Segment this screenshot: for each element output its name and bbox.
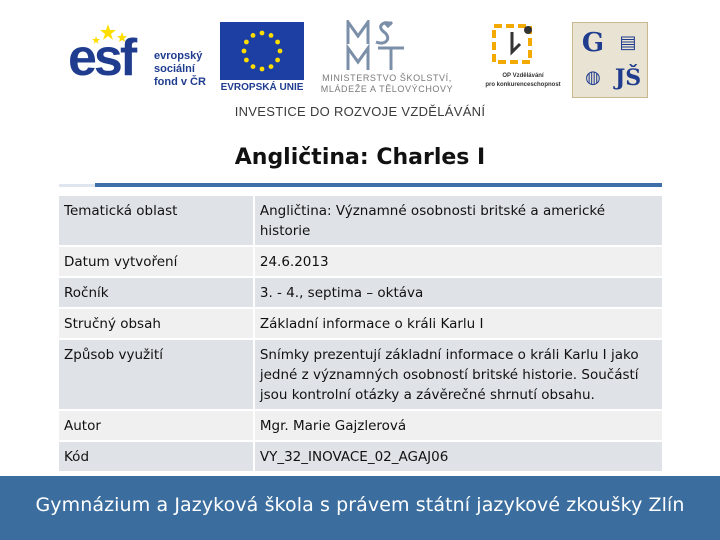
row-value: Základní informace o králi Karlu I	[254, 308, 662, 339]
op-mark-icon	[482, 22, 544, 70]
title-rule-accent	[59, 184, 95, 187]
row-value: Mgr. Marie Gajzlerová	[254, 410, 662, 441]
esf-line: sociální	[154, 63, 195, 75]
gjs-letter: Š	[625, 65, 642, 91]
table-row	[59, 410, 662, 441]
row-value: Angličtina: Významné osobnosti britské a americké historie	[254, 196, 662, 246]
msmt-line: MINISTERSTVO ŠKOLSTVÍ,	[322, 73, 452, 83]
row-label: Kód	[59, 441, 254, 472]
op-line: OP Vzdělávání	[502, 73, 544, 79]
op-caption	[478, 72, 568, 90]
info-table	[59, 196, 662, 473]
title-rule	[95, 183, 662, 187]
gjs-letter: J	[614, 65, 626, 91]
eu-caption: EVROPSKÁ UNIE	[220, 82, 304, 93]
row-label: Stručný obsah	[59, 308, 254, 339]
investice-caption: INVESTICE DO ROZVOJE VZDĚLÁVÁNÍ	[234, 104, 486, 119]
table-row	[59, 441, 662, 472]
esf-logo	[68, 24, 213, 96]
row-value: 3. - 4., septima – oktáva	[254, 277, 662, 308]
op-logo	[478, 22, 563, 98]
table-row	[59, 339, 662, 410]
logo-bar	[0, 0, 720, 125]
row-value: VY_32_INOVACE_02_AGAJ06	[254, 441, 662, 472]
esf-text	[154, 50, 206, 89]
page-title: Angličtina: Charles I	[234, 145, 486, 170]
msmt-line: MLÁDEŽE A TĚLOVÝCHOVY	[320, 84, 454, 94]
esf-mark: esf	[68, 29, 135, 87]
row-label: Ročník	[59, 277, 254, 308]
eu-logo	[216, 22, 308, 98]
table-row	[59, 196, 662, 246]
row-label: Tematická oblast	[59, 196, 254, 246]
table-row	[59, 277, 662, 308]
eu-stars-icon	[220, 22, 304, 80]
msmt-mark-icon	[344, 20, 416, 72]
footer-text: Gymnázium a Jazyková škola s právem státní jazykové zkoušky Zlín	[35, 494, 685, 516]
table-row	[59, 308, 662, 339]
esf-line: fond v ČR	[154, 76, 206, 88]
eu-flag-icon	[220, 22, 304, 80]
row-label: Způsob využití	[59, 339, 254, 410]
row-label: Datum vytvoření	[59, 246, 254, 277]
row-value: Snímky prezentují základní informace o králi Karlu I jako jedné z významných osobností britské historie. Součástí jsou kontrolní otázky a závěrečné shrnutí obsahu.	[254, 339, 662, 410]
table-row	[59, 246, 662, 277]
globe-icon: ◍	[585, 67, 601, 88]
row-label: Autor	[59, 410, 254, 441]
esf-line: evropský	[154, 50, 203, 62]
msmt-logo	[312, 20, 457, 102]
op-line: pro konkurenceschopnost	[485, 82, 561, 88]
book-icon: ▤	[619, 32, 637, 53]
gjs-letter: G	[581, 28, 605, 58]
row-value: 24.6.2013	[254, 246, 662, 277]
msmt-caption	[312, 73, 462, 95]
gjs-logo	[572, 22, 648, 98]
gjs-letters	[611, 61, 645, 95]
